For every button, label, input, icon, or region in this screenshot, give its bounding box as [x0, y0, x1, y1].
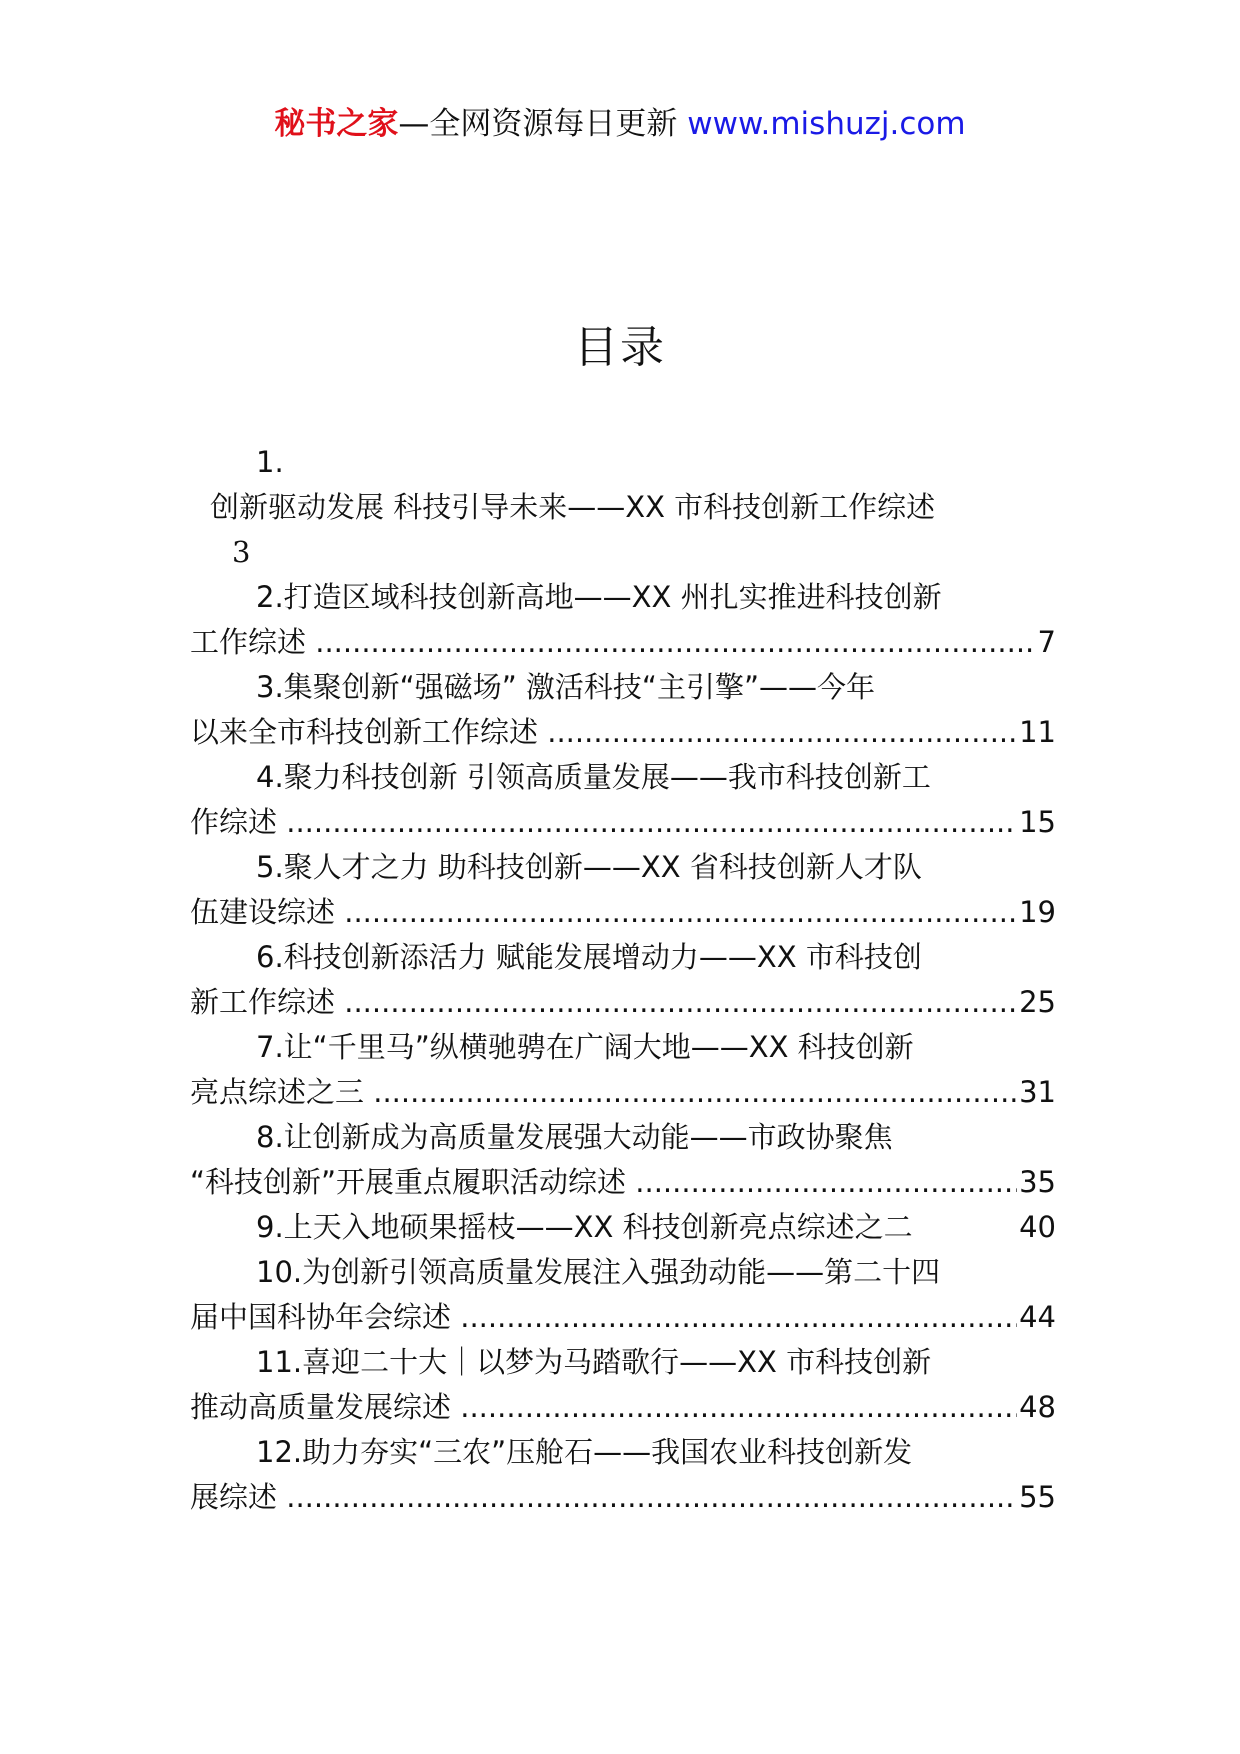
toc-entry-title: 4.聚力科技创新 引领高质量发展——我市科技创新工: [256, 760, 931, 794]
toc-entry-title: 5.聚人才之力 助科技创新——XX 省科技创新人才队: [256, 850, 922, 884]
toc-entry-title: 6.科技创新添活力 赋能发展增动力——XX 市科技创: [256, 940, 922, 974]
toc-entry-title-cont: 伍建设综述: [190, 895, 336, 929]
toc-entry-page: 40: [1019, 1210, 1056, 1244]
toc-entry-page: 25: [1019, 985, 1056, 1019]
site-header: [0, 102, 1240, 146]
toc-entry-10[interactable]: [190, 1250, 1056, 1340]
toc-entry-title-cont: 届中国科协年会综述: [190, 1300, 452, 1334]
toc-entry-title: 3.集聚创新“强磁场” 激活科技“主引擎”——今年: [256, 670, 875, 704]
toc-entry-title-cont: 展综述: [190, 1480, 278, 1514]
toc-entry-title: 9.上天入地硕果摇枝——XX 科技创新亮点综述之二: [256, 1210, 913, 1244]
toc-entry-title-cont: 亮点综述之三: [190, 1075, 365, 1109]
toc-entry-title: 12.助力夯实“三农”压舱石——我国农业科技创新发: [256, 1435, 913, 1469]
site-tagline: —全网资源每日更新: [398, 106, 688, 142]
toc-entry-title-cont: 作综述: [190, 805, 278, 839]
toc-entry-title: 8.让创新成为高质量发展强大动能——市政协聚焦: [256, 1120, 893, 1154]
table-of-contents: [190, 440, 1056, 1520]
toc-entry-page: 11: [1019, 715, 1056, 749]
toc-entry-page: 7: [1037, 625, 1056, 659]
toc-entry-page: 31: [1019, 1075, 1056, 1109]
toc-entry-11[interactable]: [190, 1340, 1056, 1430]
toc-entry-title: 7.让“千里马”纵横驰骋在广阔大地——XX 科技创新: [256, 1030, 914, 1064]
toc-entry-number: 1.: [256, 445, 284, 479]
toc-entry-12[interactable]: [190, 1430, 1056, 1520]
toc-entry-title: 2.打造区域科技创新高地——XX 州扎实推进科技创新: [256, 580, 942, 614]
toc-entry-1[interactable]: [190, 440, 1056, 575]
toc-entry-title-cont: 推动高质量发展综述: [190, 1390, 452, 1424]
toc-entry-title-cont: 以来全市科技创新工作综述: [190, 715, 539, 749]
toc-entry-title-cont: 工作综述: [190, 625, 307, 659]
site-url-link[interactable]: www.mishuzj.com: [687, 106, 966, 142]
toc-entry-page: 3: [232, 535, 251, 569]
toc-entry-page: 35: [1019, 1165, 1056, 1199]
toc-entry-7[interactable]: [190, 1025, 1056, 1115]
toc-entry-title-cont: 新工作综述: [190, 985, 336, 1019]
toc-entry-page: 48: [1019, 1390, 1056, 1424]
toc-entry-2[interactable]: [190, 575, 1056, 665]
toc-entry-title: 11.喜迎二十大｜以梦为马踏歌行——XX 市科技创新: [256, 1345, 932, 1379]
toc-entry-title-cont: “科技创新”开展重点履职活动综述: [190, 1165, 627, 1199]
toc-entry-page: 55: [1019, 1480, 1056, 1514]
toc-entry-9[interactable]: [190, 1205, 1056, 1250]
toc-entry-3[interactable]: [190, 665, 1056, 755]
toc-entry-4[interactable]: [190, 755, 1056, 845]
site-brand: 秘书之家: [274, 106, 399, 142]
toc-entry-5[interactable]: [190, 845, 1056, 935]
toc-entry-title: 创新驱动发展 科技引导未来——XX 市科技创新工作综述: [210, 490, 936, 524]
toc-entry-page: 15: [1019, 805, 1056, 839]
toc-entry-8[interactable]: [190, 1115, 1056, 1205]
toc-entry-page: 19: [1019, 895, 1056, 929]
page-title: 目录: [574, 322, 666, 373]
toc-entry-6[interactable]: [190, 935, 1056, 1025]
toc-entry-page: 44: [1019, 1300, 1056, 1334]
toc-entry-title: 10.为创新引领高质量发展注入强劲动能——第二十四: [256, 1255, 941, 1289]
